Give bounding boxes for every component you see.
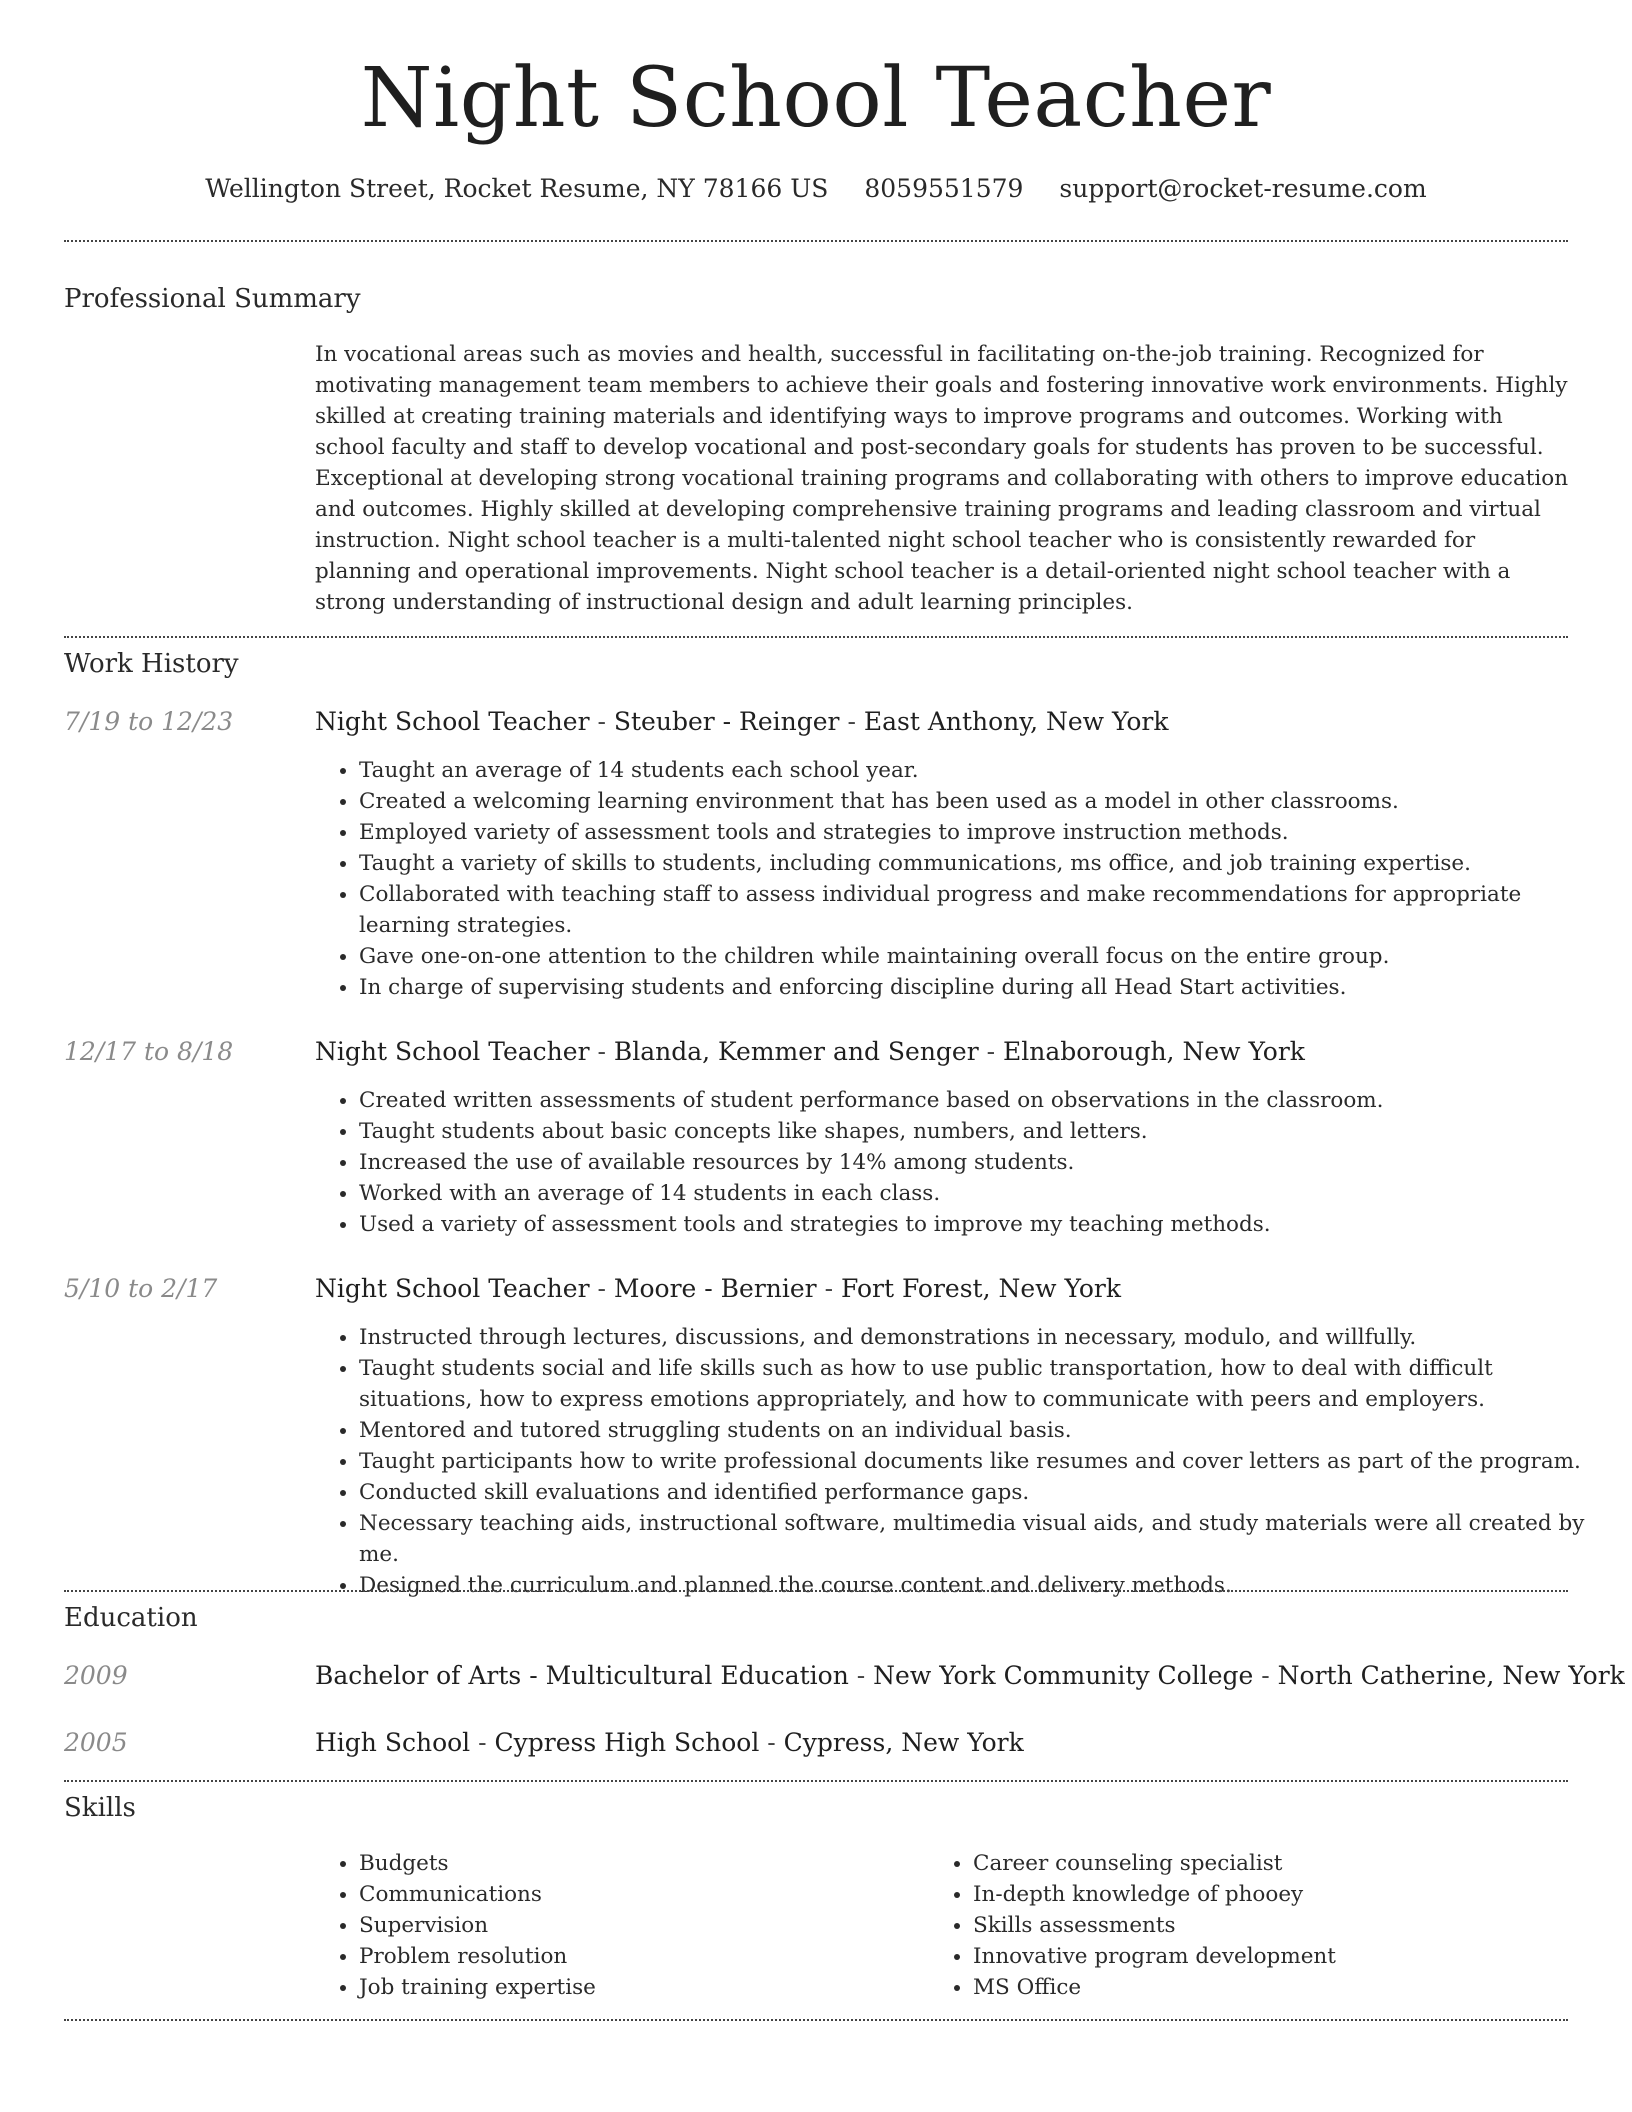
job-heading: Night School Teacher - Blanda, Kemmer and Senger - Elnaborough, New York <box>315 1037 1305 1066</box>
skill-item: • Budgets <box>359 1848 919 1879</box>
contact-address: Wellington Street, Rocket Resume, NY 78166 US <box>205 174 829 203</box>
job-bullets <box>315 1322 1599 1601</box>
skills-list-left <box>315 1848 919 2003</box>
job-dates: 5/10 to 2/17 <box>64 1274 218 1303</box>
contact-line <box>64 172 1568 206</box>
section-title-education: Education <box>64 1603 198 1633</box>
section-title-work: Work History <box>64 649 239 679</box>
contact-phone: 8059551579 <box>864 174 1024 203</box>
list-item: • Worked with an average of 14 students in each class. <box>359 1178 1599 1209</box>
list-item: • Necessary teaching aids, instructional software, multimedia visual aids, and study materials were all created by me. <box>359 1508 1599 1570</box>
job-heading: Night School Teacher - Steuber - Reinger - East Anthony, New York <box>315 707 1169 736</box>
education-location: North Catherine, New York <box>1277 1661 1625 1690</box>
skill-item: • In-depth knowledge of phooey <box>973 1879 1573 1910</box>
job-location: East Anthony, New York <box>863 707 1169 736</box>
skill-item: • Job training expertise <box>359 1972 919 2003</box>
skill-item: • Communications <box>359 1879 919 1910</box>
job-bullets <box>315 755 1599 1003</box>
education-degree: Bachelor of Arts - Multicultural Education <box>315 1661 849 1690</box>
education-school: Cypress High School <box>494 1728 760 1757</box>
list-item: • Collaborated with teaching staff to assess individual progress and make recommendations for appropriate learning strategies. <box>359 879 1599 941</box>
skill-item: • Problem resolution <box>359 1941 919 1972</box>
section-title-summary: Professional Summary <box>64 284 361 314</box>
list-item: • In charge of supervising students and enforcing discipline during all Head Start activities. <box>359 972 1599 1003</box>
skill-item: • MS Office <box>973 1972 1573 2003</box>
education-heading: Bachelor of Arts - Multicultural Education - New York Community College - North Catherine, New York <box>315 1661 1625 1690</box>
job-role: Night School Teacher <box>315 1274 590 1303</box>
divider <box>64 1590 1568 1592</box>
resume-name: Night School Teacher <box>360 51 1272 146</box>
job-heading: Night School Teacher - Moore - Bernier - Fort Forest, New York <box>315 1274 1121 1303</box>
list-item: • Used a variety of assessment tools and strategies to improve my teaching methods. <box>359 1209 1599 1240</box>
skill-item: • Supervision <box>359 1910 919 1941</box>
list-item: • Instructed through lectures, discussions, and demonstrations in necessary, modulo, and willfully. <box>359 1322 1599 1353</box>
list-item: • Taught students about basic concepts like shapes, numbers, and letters. <box>359 1116 1599 1147</box>
education-year: 2009 <box>64 1661 128 1690</box>
list-item: • Taught participants how to write professional documents like resumes and cover letters as part of the program. <box>359 1446 1599 1477</box>
job-dates: 7/19 to 12/23 <box>64 707 234 736</box>
education-location: Cypress, New York <box>783 1728 1024 1757</box>
job-company: Steuber - Reinger <box>613 707 840 736</box>
summary-text: In vocational areas such as movies and health, successful in facilitating on-the-job training. Recognized for motivating management team members to achieve their goals and fostering innovative work environments. Highly skilled at creating training materials and identifying ways to improve programs and outcomes. Working with school faculty and staff to develop vocational and post-secondary goals for students has proven to be successful. Exceptional at developing strong vocational training programs and collaborating with others to improve education and outcomes. Highly skilled at developing comprehensive training programs and leading classroom and virtual instruction. Night school teacher is a multi-talented night school teacher who is consistently rewarded for planning and operational improvements. Night school teacher is a detail-oriented night school teacher with a strong understanding of instructional design and adult learning principles. <box>315 342 1569 615</box>
education-degree: High School <box>315 1728 471 1757</box>
list-item: • Conducted skill evaluations and identified performance gaps. <box>359 1477 1599 1508</box>
list-item: • Increased the use of available resources by 14% among students. <box>359 1147 1599 1178</box>
list-item: • Mentored and tutored struggling students on an individual basis. <box>359 1415 1599 1446</box>
skills-list-right <box>929 1848 1573 2003</box>
job-company: Blanda, Kemmer and Senger <box>613 1037 979 1066</box>
education-year: 2005 <box>64 1728 128 1757</box>
section-title-skills: Skills <box>64 1793 136 1823</box>
divider <box>64 636 1568 638</box>
job-role: Night School Teacher <box>315 707 590 736</box>
list-item: • Employed variety of assessment tools and strategies to improve instruction methods. <box>359 817 1599 848</box>
job-role: Night School Teacher <box>315 1037 590 1066</box>
divider <box>64 1780 1568 1782</box>
education-heading: High School - Cypress High School - Cypress, New York <box>315 1728 1024 1757</box>
contact-email: support@rocket-resume.com <box>1059 174 1427 203</box>
education-school: New York Community College <box>873 1661 1254 1690</box>
list-item: • Taught a variety of skills to students, including communications, ms office, and job training expertise. <box>359 848 1599 879</box>
list-item: • Created a welcoming learning environment that has been used as a model in other classrooms. <box>359 786 1599 817</box>
job-location: Elnaborough, New York <box>1003 1037 1305 1066</box>
list-item: • Gave one-on-one attention to the children while maintaining overall focus on the entire group. <box>359 941 1599 972</box>
skill-item: • Career counseling specialist <box>973 1848 1573 1879</box>
list-item: • Created written assessments of student performance based on observations in the classroom. <box>359 1085 1599 1116</box>
list-item: • Taught students social and life skills such as how to use public transportation, how to deal with difficult situations, how to express emotions appropriately, and how to communicate with peers and employers. <box>359 1353 1599 1415</box>
divider <box>64 2019 1568 2021</box>
divider <box>64 240 1568 242</box>
job-dates: 12/17 to 8/18 <box>64 1037 234 1066</box>
skill-item: • Skills assessments <box>973 1910 1573 1941</box>
job-company: Moore - Bernier <box>613 1274 817 1303</box>
job-location: Fort Forest, New York <box>840 1274 1121 1303</box>
job-bullets <box>315 1085 1599 1240</box>
resume-header <box>64 44 1568 206</box>
list-item: • Taught an average of 14 students each school year. <box>359 755 1599 786</box>
skill-item: • Innovative program development <box>973 1941 1573 1972</box>
list-item: • Designed the curriculum and planned the course content and delivery methods. <box>359 1570 1599 1601</box>
